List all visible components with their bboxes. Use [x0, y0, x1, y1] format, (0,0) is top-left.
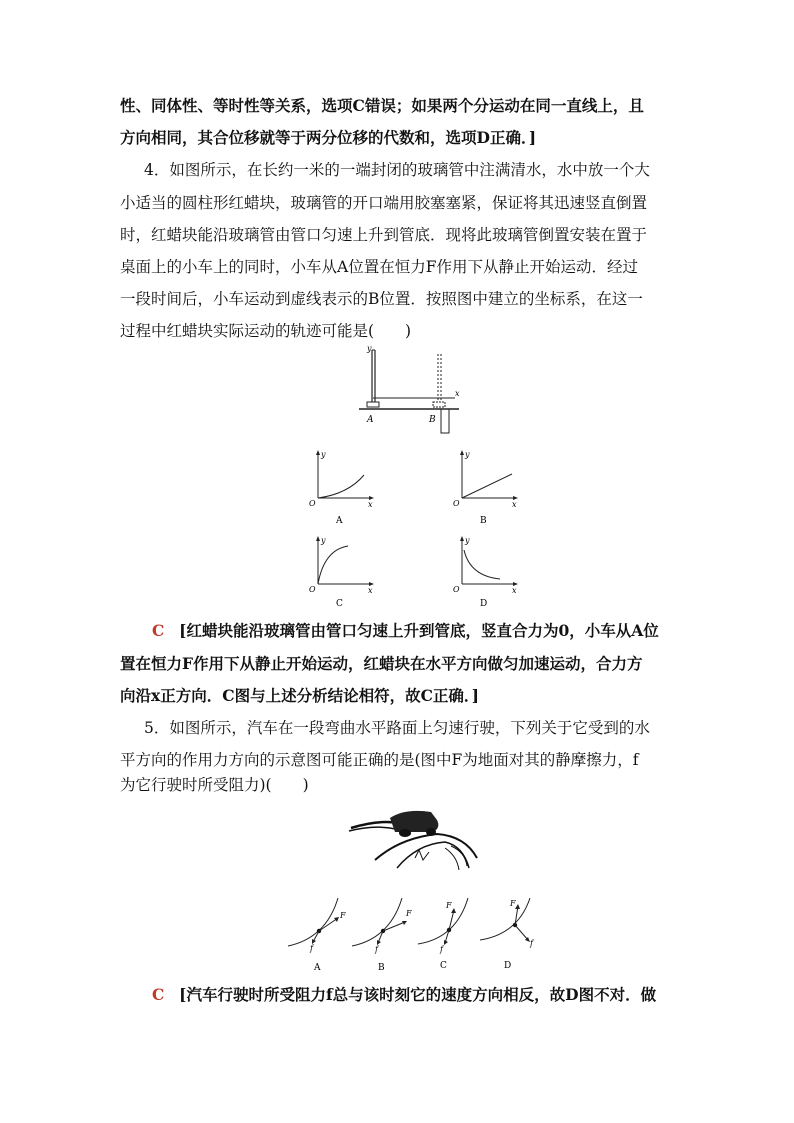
q5-car-road-illustration: [345, 808, 485, 880]
force-label-f: f: [440, 945, 443, 954]
prev-answer-line-1: 性、同体性、等时性等关系，选项C错误；如果两个分运动在同一直线上，且: [120, 96, 644, 115]
q4-setup-x-label: x: [455, 389, 460, 398]
q4-explanation-line-2: 置在恒力F作用下从静止开始运动，红蜡块在水平方向做匀加速运动，合力方: [120, 654, 643, 673]
q4-text-line-6: 过程中红蜡块实际运动的轨迹可能是( ): [120, 322, 412, 340]
force-label-f: f: [310, 944, 313, 953]
axis-x-label: x: [512, 500, 517, 509]
force-label-F: F: [340, 911, 346, 920]
q5-option-d-diagram: [478, 894, 546, 976]
q5-option-d-label: D: [504, 961, 512, 971]
q4-option-c-label: C: [336, 599, 343, 609]
q5-option-c-label: C: [440, 961, 447, 971]
axis-origin-label: O: [309, 585, 316, 594]
axis-y-label: y: [321, 536, 326, 545]
q5-explanation-line-1: [汽车行驶时所受阻力f总与该时刻它的速度方向相反，故D图不对．做: [179, 985, 657, 1004]
q4-apparatus-figure: [355, 342, 465, 436]
axis-origin-label: O: [453, 499, 460, 508]
q4-option-d-label: D: [480, 599, 488, 609]
force-label-F: F: [446, 901, 452, 910]
q4-option-a-graph: [308, 448, 378, 528]
q4-answer-letter: C: [152, 621, 165, 640]
axis-y-label: y: [465, 450, 470, 459]
q4-text-line-1: 4．如图所示，在长约一米的一端封闭的玻璃管中注满清水，水中放一个大: [144, 161, 650, 179]
prev-answer-line-2: 方向相同，其合位移就等于两分位移的代数和，选项D正确．]: [120, 128, 537, 147]
q4-option-d-graph: [452, 534, 522, 614]
q4-explanation-line-3: 向沿x正方向．C图与上述分析结论相符，故C正确．]: [120, 686, 479, 705]
q4-text-line-2: 小适当的圆柱形红蜡块，玻璃管的开口端用胶塞塞紧，保证将其迅速竖直倒置: [120, 194, 648, 212]
force-label-f: f: [375, 945, 378, 954]
q5-text-line-2: 平方向的作用力方向的示意图可能正确的是(图中F为地面对其的静摩擦力，f: [120, 751, 639, 769]
q4-explanation-line-1: [红蜡块能沿玻璃管由管口匀速上升到管底，竖直合力为0，小车从A位: [179, 621, 659, 640]
q4-option-b-label: B: [480, 516, 487, 526]
q5-option-a-label: A: [314, 963, 321, 973]
q4-option-a-label: A: [336, 516, 343, 526]
q4-text-line-4: 桌面上的小车上的同时，小车从A位置在恒力F作用下从静止开始运动．经过: [120, 258, 638, 276]
q5-text-line-1: 5．如图所示，汽车在一段弯曲水平路面上匀速行驶，下列关于它受到的水: [144, 719, 650, 737]
q4-setup-y-label: y: [367, 344, 372, 353]
force-label-F: F: [406, 909, 412, 918]
q4-setup-a-label: A: [367, 415, 374, 425]
axis-origin-label: O: [453, 585, 460, 594]
q4-setup-b-label: B: [429, 415, 436, 425]
q5-answer-letter: C: [152, 985, 165, 1004]
q5-text-line-3: 为它行驶时所受阻力)( ): [120, 776, 309, 794]
force-label-f: f: [530, 939, 533, 948]
q5-option-c-diagram: [416, 894, 484, 976]
q5-option-b-diagram: [350, 894, 418, 976]
q4-answer: [152, 621, 659, 641]
q5-answer: [152, 985, 656, 1005]
axis-y-label: y: [465, 536, 470, 545]
q5-option-b-label: B: [378, 963, 385, 973]
q4-option-b-graph: [452, 448, 522, 528]
axis-x-label: x: [368, 500, 373, 509]
q4-text-line-5: 一段时间后，小车运动到虚线表示的B位置．按照图中建立的坐标系，在这一: [120, 290, 643, 308]
force-label-F: F: [510, 899, 516, 908]
axis-origin-label: O: [309, 499, 316, 508]
axis-y-label: y: [321, 450, 326, 459]
q4-option-c-graph: [308, 534, 378, 614]
q4-text-line-3: 时，红蜡块能沿玻璃管由管口匀速上升到管底．现将此玻璃管倒置安装在置于: [120, 226, 648, 244]
axis-x-label: x: [368, 586, 373, 595]
axis-x-label: x: [512, 586, 517, 595]
q5-option-a-diagram: [286, 894, 354, 976]
